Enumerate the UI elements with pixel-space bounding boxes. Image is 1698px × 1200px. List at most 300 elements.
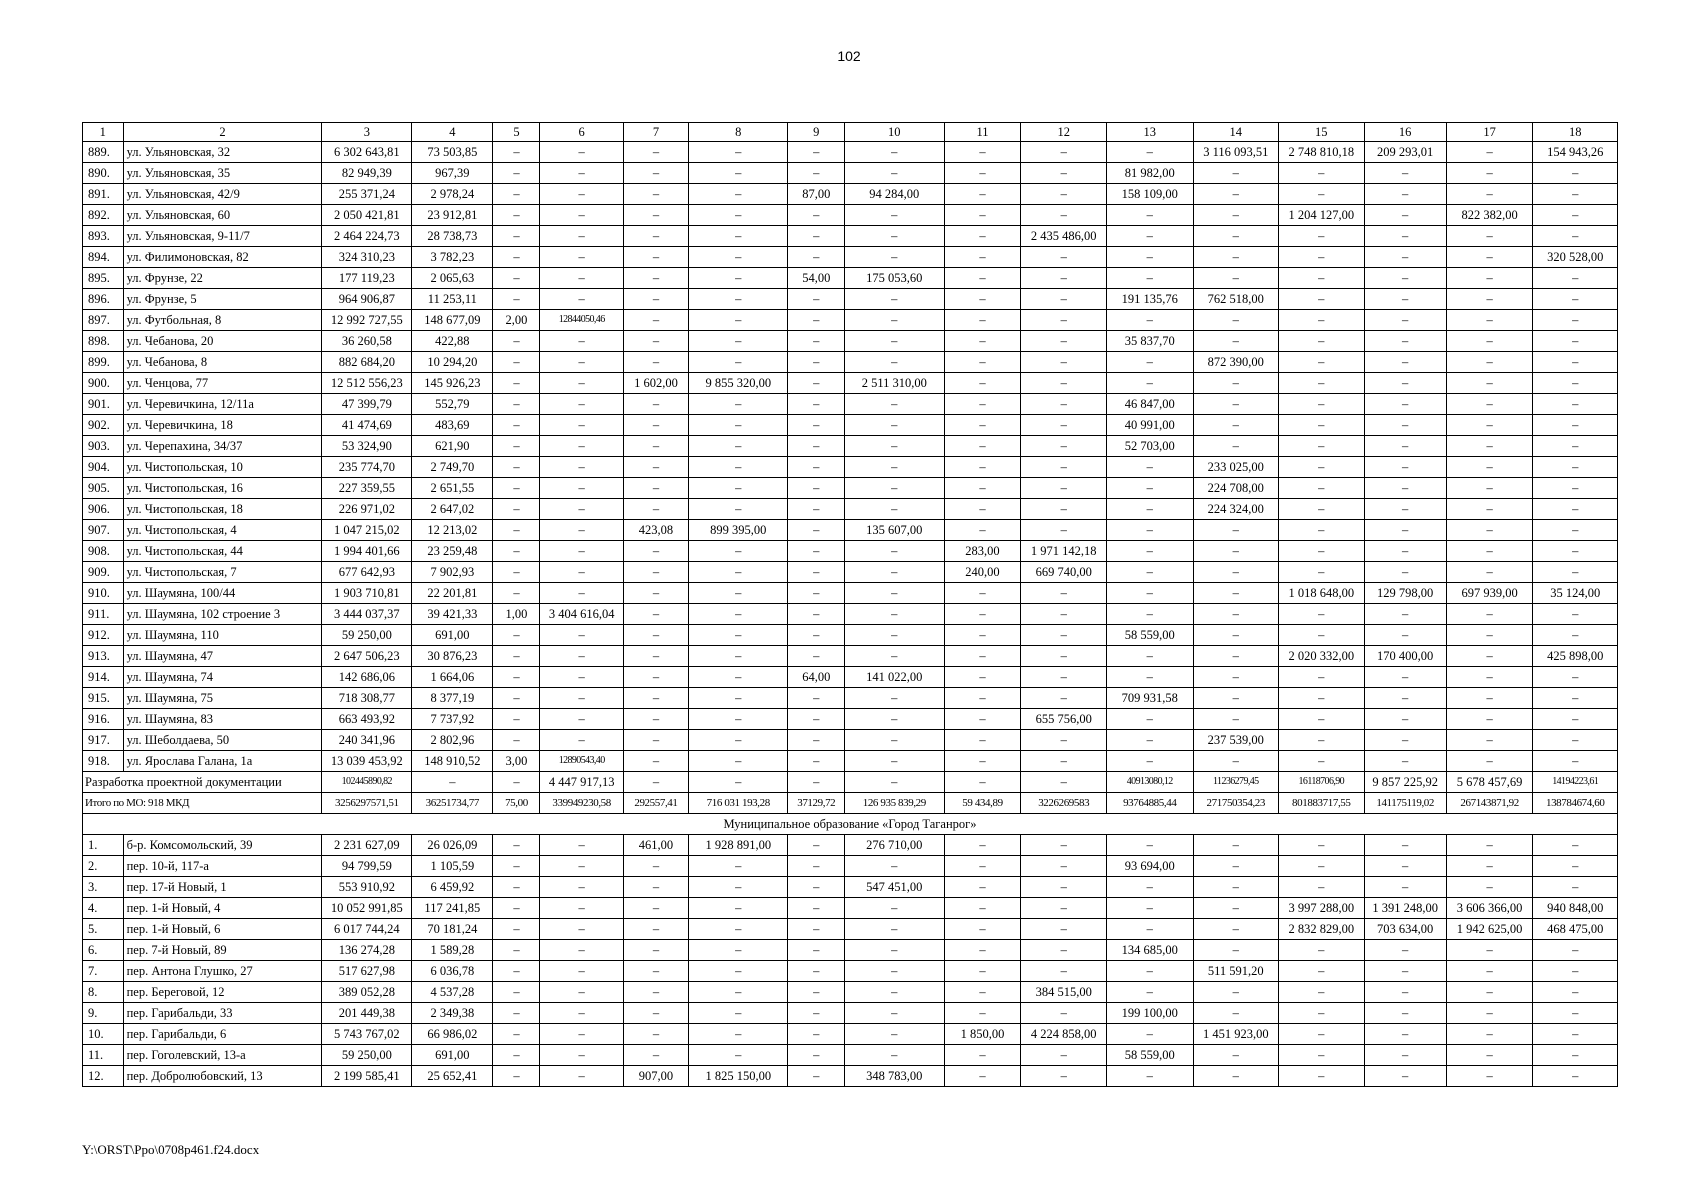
value-cell: – <box>1364 163 1446 184</box>
value-cell: 6 459,92 <box>412 877 493 898</box>
value-cell: – <box>689 457 788 478</box>
value-cell: – <box>1279 751 1365 772</box>
value-cell: 41 474,69 <box>322 415 412 436</box>
value-cell: 240 341,96 <box>322 730 412 751</box>
table-row <box>83 604 1618 625</box>
table-row <box>83 520 1618 541</box>
value-cell: 1 994 401,66 <box>322 541 412 562</box>
value-cell: 663 493,92 <box>322 709 412 730</box>
value-cell: – <box>1193 373 1279 394</box>
value-cell: – <box>1364 667 1446 688</box>
table-row <box>83 310 1618 331</box>
table-row <box>83 541 1618 562</box>
value-cell: – <box>1021 436 1107 457</box>
value-cell: – <box>1364 373 1446 394</box>
table-row <box>83 1024 1618 1045</box>
value-cell: 2 647,02 <box>412 499 493 520</box>
value-cell: – <box>845 331 944 352</box>
value-cell: 36 260,58 <box>322 331 412 352</box>
value-cell: – <box>1279 394 1365 415</box>
value-cell: – <box>623 247 688 268</box>
value-cell: – <box>1106 982 1193 1003</box>
value-cell: – <box>493 646 540 667</box>
value-cell: – <box>623 562 688 583</box>
value-cell: 12 512 556,23 <box>322 373 412 394</box>
value-cell: – <box>788 751 845 772</box>
table-row <box>83 331 1618 352</box>
value-cell: – <box>1279 184 1365 205</box>
value-cell: – <box>623 604 688 625</box>
value-cell: – <box>1279 247 1365 268</box>
value-cell: – <box>788 1066 845 1087</box>
address-cell: пер. 1-й Новый, 6 <box>123 919 322 940</box>
value-cell: – <box>944 835 1021 856</box>
value-cell: 23 912,81 <box>412 205 493 226</box>
address-cell: ул. Ульяновская, 32 <box>123 142 322 163</box>
value-cell: – <box>845 436 944 457</box>
value-cell: – <box>493 877 540 898</box>
section-title: Муниципальное образование «Город Таганрог» <box>83 814 1618 835</box>
value-cell: 461,00 <box>623 835 688 856</box>
value-cell: – <box>1106 478 1193 499</box>
value-cell: – <box>1279 877 1365 898</box>
value-cell: – <box>540 373 623 394</box>
value-cell: 70 181,24 <box>412 919 493 940</box>
value-cell: 267143871,92 <box>1446 793 1533 814</box>
value-cell: 201 449,38 <box>322 1003 412 1024</box>
table-row <box>83 142 1618 163</box>
table-row <box>83 856 1618 877</box>
value-cell: – <box>1364 688 1446 709</box>
value-cell: – <box>788 1024 845 1045</box>
value-cell: – <box>1106 562 1193 583</box>
value-cell: – <box>1021 520 1107 541</box>
value-cell: – <box>689 751 788 772</box>
value-cell: 53 324,90 <box>322 436 412 457</box>
value-cell: – <box>1533 436 1618 457</box>
row-number: 10. <box>83 1024 124 1045</box>
value-cell: – <box>1364 331 1446 352</box>
value-cell: – <box>944 1066 1021 1087</box>
value-cell: – <box>1364 415 1446 436</box>
value-cell: – <box>1193 688 1279 709</box>
row-number: 2. <box>83 856 124 877</box>
value-cell: 697 939,00 <box>1446 583 1533 604</box>
address-cell: пер. Добролюбовский, 13 <box>123 1066 322 1087</box>
value-cell: – <box>1533 961 1618 982</box>
value-cell: – <box>944 646 1021 667</box>
value-cell: 7 902,93 <box>412 562 493 583</box>
value-cell: – <box>493 856 540 877</box>
value-cell: 209 293,01 <box>1364 142 1446 163</box>
value-cell: – <box>1446 1024 1533 1045</box>
row-label: Разработка проектной документации <box>83 772 322 793</box>
value-cell: 26 026,09 <box>412 835 493 856</box>
table-row <box>83 562 1618 583</box>
value-cell: 2 231 627,09 <box>322 835 412 856</box>
value-cell: – <box>1364 1003 1446 1024</box>
value-cell: – <box>788 898 845 919</box>
table-row <box>83 373 1618 394</box>
value-cell: – <box>1021 751 1107 772</box>
table-row <box>83 919 1618 940</box>
value-cell: 4 224 858,00 <box>1021 1024 1107 1045</box>
value-cell: – <box>1533 541 1618 562</box>
row-number: 6. <box>83 940 124 961</box>
value-cell: 762 518,00 <box>1193 289 1279 310</box>
value-cell: – <box>1193 940 1279 961</box>
column-header: 17 <box>1446 123 1533 142</box>
value-cell: – <box>1364 205 1446 226</box>
value-cell: 553 910,92 <box>322 877 412 898</box>
value-cell: – <box>1533 604 1618 625</box>
value-cell: – <box>493 205 540 226</box>
value-cell: 964 906,87 <box>322 289 412 310</box>
row-number: 915. <box>83 688 124 709</box>
value-cell: 718 308,77 <box>322 688 412 709</box>
value-cell: 1 047 215,02 <box>322 520 412 541</box>
value-cell: 2,00 <box>493 310 540 331</box>
value-cell: – <box>493 331 540 352</box>
value-cell: – <box>1533 1066 1618 1087</box>
value-cell: – <box>1364 268 1446 289</box>
value-cell: 11 253,11 <box>412 289 493 310</box>
value-cell: – <box>1364 1024 1446 1045</box>
value-cell: – <box>540 184 623 205</box>
value-cell: 199 100,00 <box>1106 1003 1193 1024</box>
value-cell: 1 204 127,00 <box>1279 205 1365 226</box>
value-cell: – <box>540 667 623 688</box>
value-cell: – <box>1364 352 1446 373</box>
value-cell: – <box>1446 646 1533 667</box>
value-cell: – <box>689 856 788 877</box>
value-cell: – <box>788 415 845 436</box>
row-number: 889. <box>83 142 124 163</box>
value-cell: – <box>788 457 845 478</box>
value-cell: – <box>540 142 623 163</box>
value-cell: – <box>689 961 788 982</box>
table-row <box>83 688 1618 709</box>
value-cell: 3 997 288,00 <box>1279 898 1365 919</box>
row-number: 916. <box>83 709 124 730</box>
value-cell: – <box>788 520 845 541</box>
value-cell: – <box>944 499 1021 520</box>
value-cell: – <box>493 352 540 373</box>
table-row <box>83 709 1618 730</box>
value-cell: 255 371,24 <box>322 184 412 205</box>
value-cell: 5 743 767,02 <box>322 1024 412 1045</box>
value-cell: – <box>1021 1045 1107 1066</box>
section-row <box>83 814 1618 835</box>
value-cell: – <box>1106 226 1193 247</box>
value-cell: – <box>1193 562 1279 583</box>
value-cell: – <box>1533 205 1618 226</box>
value-cell: – <box>944 772 1021 793</box>
value-cell: 2 832 829,00 <box>1279 919 1365 940</box>
value-cell: 691,00 <box>412 625 493 646</box>
value-cell: 2 199 585,41 <box>322 1066 412 1087</box>
row-number: 7. <box>83 961 124 982</box>
value-cell: 59 434,89 <box>944 793 1021 814</box>
value-cell: – <box>689 982 788 1003</box>
value-cell: – <box>623 961 688 982</box>
value-cell: – <box>1021 499 1107 520</box>
address-cell: ул. Шаумяна, 102 строение 3 <box>123 604 322 625</box>
value-cell: 1 825 150,00 <box>689 1066 788 1087</box>
value-cell: – <box>623 205 688 226</box>
value-cell: – <box>540 877 623 898</box>
value-cell: – <box>1364 394 1446 415</box>
value-cell: 1 451 923,00 <box>1193 1024 1279 1045</box>
value-cell: 46 847,00 <box>1106 394 1193 415</box>
value-cell: – <box>1106 142 1193 163</box>
value-cell: – <box>689 331 788 352</box>
value-cell: – <box>944 709 1021 730</box>
value-cell: – <box>493 184 540 205</box>
value-cell: 1 018 648,00 <box>1279 583 1365 604</box>
value-cell: – <box>1364 562 1446 583</box>
value-cell: – <box>944 415 1021 436</box>
row-number: 894. <box>83 247 124 268</box>
row-number: 891. <box>83 184 124 205</box>
value-cell: – <box>493 226 540 247</box>
value-cell: 39 421,33 <box>412 604 493 625</box>
value-cell: 177 119,23 <box>322 268 412 289</box>
address-cell: ул. Ульяновская, 42/9 <box>123 184 322 205</box>
value-cell: 691,00 <box>412 1045 493 1066</box>
value-cell: – <box>788 625 845 646</box>
value-cell: – <box>540 226 623 247</box>
value-cell: – <box>944 436 1021 457</box>
address-cell: ул. Шаумяна, 75 <box>123 688 322 709</box>
value-cell: 872 390,00 <box>1193 352 1279 373</box>
value-cell: – <box>1446 856 1533 877</box>
value-cell: 348 783,00 <box>845 1066 944 1087</box>
value-cell: – <box>788 604 845 625</box>
value-cell: – <box>623 436 688 457</box>
row-number: 11. <box>83 1045 124 1066</box>
value-cell: – <box>1279 520 1365 541</box>
column-header: 16 <box>1364 123 1446 142</box>
value-cell: 1 391 248,00 <box>1364 898 1446 919</box>
value-cell: – <box>1106 1024 1193 1045</box>
value-cell: – <box>1193 1045 1279 1066</box>
value-cell: 907,00 <box>623 1066 688 1087</box>
value-cell: – <box>845 310 944 331</box>
value-cell: – <box>1021 919 1107 940</box>
value-cell: – <box>1279 835 1365 856</box>
value-cell: – <box>493 709 540 730</box>
value-cell: – <box>540 562 623 583</box>
value-cell: – <box>1533 625 1618 646</box>
value-cell: – <box>1279 373 1365 394</box>
value-cell: – <box>689 583 788 604</box>
column-header: 9 <box>788 123 845 142</box>
value-cell: 13 039 453,92 <box>322 751 412 772</box>
value-cell: 233 025,00 <box>1193 457 1279 478</box>
column-header: 11 <box>944 123 1021 142</box>
value-cell: – <box>1446 226 1533 247</box>
value-cell: 4 537,28 <box>412 982 493 1003</box>
value-cell: – <box>788 982 845 1003</box>
value-cell: 9 855 320,00 <box>689 373 788 394</box>
value-cell: – <box>845 730 944 751</box>
value-cell: 2 511 310,00 <box>845 373 944 394</box>
value-cell: – <box>1533 982 1618 1003</box>
table-row <box>83 583 1618 604</box>
address-cell: ул. Футбольная, 8 <box>123 310 322 331</box>
value-cell: – <box>1279 436 1365 457</box>
value-cell: – <box>1106 541 1193 562</box>
value-cell: – <box>1364 457 1446 478</box>
value-cell: – <box>1106 646 1193 667</box>
table-row <box>83 289 1618 310</box>
value-cell: – <box>1193 835 1279 856</box>
value-cell: – <box>1193 331 1279 352</box>
row-number: 906. <box>83 499 124 520</box>
value-cell: – <box>1446 1003 1533 1024</box>
value-cell: – <box>1021 478 1107 499</box>
value-cell: – <box>1279 709 1365 730</box>
value-cell: – <box>1021 898 1107 919</box>
value-cell: 3 782,23 <box>412 247 493 268</box>
value-cell: 3226269583 <box>1021 793 1107 814</box>
row-number: 9. <box>83 1003 124 1024</box>
value-cell: – <box>493 898 540 919</box>
value-cell: – <box>788 163 845 184</box>
column-header: 8 <box>689 123 788 142</box>
value-cell: 517 627,98 <box>322 961 412 982</box>
value-cell: – <box>689 646 788 667</box>
value-cell: – <box>493 478 540 499</box>
value-cell: 81 982,00 <box>1106 163 1193 184</box>
table-row <box>83 1045 1618 1066</box>
value-cell: – <box>788 1003 845 1024</box>
value-cell: – <box>944 352 1021 373</box>
value-cell: – <box>845 961 944 982</box>
value-cell: – <box>1106 877 1193 898</box>
value-cell: – <box>1021 163 1107 184</box>
value-cell: – <box>845 646 944 667</box>
row-number: 899. <box>83 352 124 373</box>
row-label: Итого по МО: 918 МКД <box>83 793 322 814</box>
value-cell: 384 515,00 <box>1021 982 1107 1003</box>
value-cell: – <box>540 646 623 667</box>
value-cell: – <box>1279 541 1365 562</box>
value-cell: 899 395,00 <box>689 520 788 541</box>
value-cell: – <box>1533 184 1618 205</box>
value-cell: – <box>1021 625 1107 646</box>
value-cell: – <box>845 772 944 793</box>
value-cell: – <box>788 562 845 583</box>
value-cell: – <box>944 856 1021 877</box>
value-cell: – <box>1193 310 1279 331</box>
value-cell: – <box>1193 436 1279 457</box>
address-cell: ул. Черевичкина, 12/11а <box>123 394 322 415</box>
value-cell: – <box>944 142 1021 163</box>
value-cell: – <box>1446 436 1533 457</box>
value-cell: 3 116 093,51 <box>1193 142 1279 163</box>
value-cell: – <box>1364 310 1446 331</box>
value-cell: – <box>944 520 1021 541</box>
table-row <box>83 478 1618 499</box>
value-cell: 23 259,48 <box>412 541 493 562</box>
value-cell: 2 349,38 <box>412 1003 493 1024</box>
value-cell: – <box>1021 394 1107 415</box>
value-cell: 93764885,44 <box>1106 793 1193 814</box>
column-header: 7 <box>623 123 688 142</box>
address-cell: ул. Фрунзе, 5 <box>123 289 322 310</box>
value-cell: – <box>689 877 788 898</box>
address-cell: пер. Гарибальди, 33 <box>123 1003 322 1024</box>
value-cell: – <box>623 877 688 898</box>
value-cell: – <box>493 394 540 415</box>
value-cell: 12 992 727,55 <box>322 310 412 331</box>
value-cell: 170 400,00 <box>1364 646 1446 667</box>
value-cell: – <box>1193 919 1279 940</box>
row-number: 897. <box>83 310 124 331</box>
value-cell: – <box>493 562 540 583</box>
value-cell: – <box>944 940 1021 961</box>
value-cell: 1 589,28 <box>412 940 493 961</box>
value-cell: – <box>1193 646 1279 667</box>
value-cell: – <box>788 247 845 268</box>
value-cell: 677 642,93 <box>322 562 412 583</box>
value-cell: – <box>1364 1045 1446 1066</box>
value-cell: – <box>1533 856 1618 877</box>
value-cell: – <box>689 1003 788 1024</box>
value-cell: – <box>1279 163 1365 184</box>
value-cell: – <box>1446 289 1533 310</box>
table-row <box>83 268 1618 289</box>
value-cell: – <box>689 142 788 163</box>
value-cell: – <box>845 856 944 877</box>
value-cell: – <box>788 352 845 373</box>
value-cell: 3 444 037,37 <box>322 604 412 625</box>
value-cell: – <box>944 982 1021 1003</box>
value-cell: – <box>493 1045 540 1066</box>
value-cell: 324 310,23 <box>322 247 412 268</box>
value-cell: 1,00 <box>493 604 540 625</box>
column-header: 5 <box>493 123 540 142</box>
value-cell: 82 949,39 <box>322 163 412 184</box>
value-cell: 145 926,23 <box>412 373 493 394</box>
value-cell: – <box>845 499 944 520</box>
value-cell: – <box>1193 604 1279 625</box>
value-cell: – <box>1446 835 1533 856</box>
value-cell: – <box>689 709 788 730</box>
value-cell: – <box>788 331 845 352</box>
value-cell: – <box>623 310 688 331</box>
value-cell: – <box>623 751 688 772</box>
value-cell: – <box>788 373 845 394</box>
value-cell: 10 052 991,85 <box>322 898 412 919</box>
value-cell: – <box>540 520 623 541</box>
value-cell: – <box>1021 247 1107 268</box>
value-cell: – <box>493 268 540 289</box>
value-cell: 35 124,00 <box>1533 583 1618 604</box>
table-row <box>83 961 1618 982</box>
value-cell: – <box>689 247 788 268</box>
row-number: 914. <box>83 667 124 688</box>
value-cell: – <box>1446 604 1533 625</box>
value-cell: – <box>1364 541 1446 562</box>
value-cell: – <box>493 835 540 856</box>
value-cell: – <box>1279 499 1365 520</box>
value-cell: – <box>412 772 493 793</box>
value-cell: 882 684,20 <box>322 352 412 373</box>
value-cell: – <box>623 394 688 415</box>
